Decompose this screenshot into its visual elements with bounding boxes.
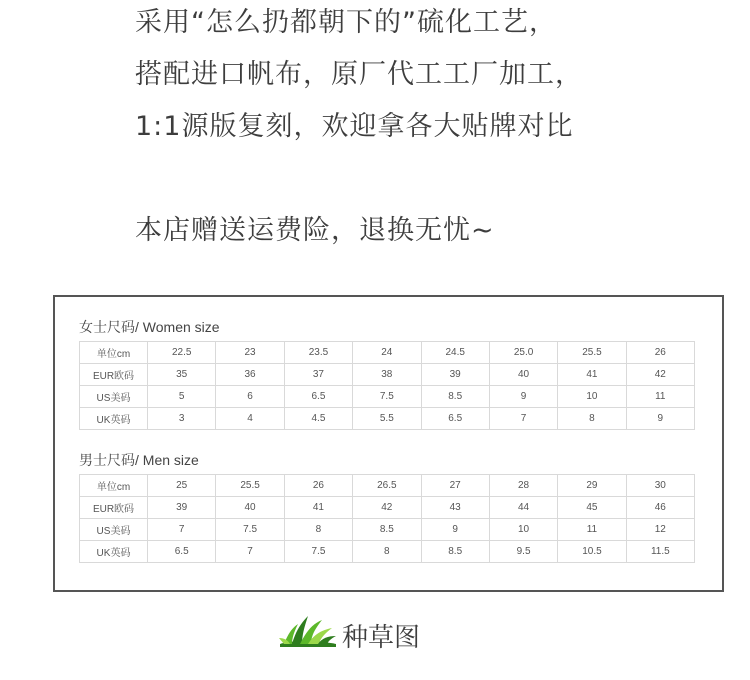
- table-cell: 5.5: [353, 408, 421, 430]
- table-cell: 8.5: [421, 541, 489, 563]
- table-cell: 38: [353, 364, 421, 386]
- table-cell: 40: [489, 364, 557, 386]
- table-cell: 42: [353, 497, 421, 519]
- intro-line-2: 搭配进口帆布，原厂代工工厂加工，: [135, 59, 583, 90]
- table-cell: 25.5: [216, 475, 284, 497]
- table-cell: 25: [148, 475, 216, 497]
- table-row: [80, 408, 695, 430]
- table-cell: 35: [148, 364, 216, 386]
- table-cell: 9: [489, 386, 557, 408]
- table-cell: 7: [489, 408, 557, 430]
- table-cell: 9: [421, 519, 489, 541]
- table-row: [80, 497, 695, 519]
- table-cell: 3: [148, 408, 216, 430]
- table-cell: 37: [284, 364, 352, 386]
- table-cell: 46: [626, 497, 694, 519]
- table-cell: 11: [626, 386, 694, 408]
- table-cell: 4.5: [284, 408, 352, 430]
- row-label: US美码: [80, 386, 148, 408]
- table-row: [80, 519, 695, 541]
- table-cell: 8: [353, 541, 421, 563]
- row-label: UK英码: [80, 408, 148, 430]
- table-cell: 6.5: [284, 386, 352, 408]
- table-row: [80, 386, 695, 408]
- footer-label: 种草图: [342, 623, 421, 653]
- table-cell: 26.5: [353, 475, 421, 497]
- table-cell: 41: [284, 497, 352, 519]
- table-cell: 7.5: [353, 386, 421, 408]
- table-cell: 45: [558, 497, 626, 519]
- table-cell: 12: [626, 519, 694, 541]
- row-label: 单位cm: [80, 475, 148, 497]
- table-cell: 26: [284, 475, 352, 497]
- table-cell: 6.5: [148, 541, 216, 563]
- size-chart-panel: [53, 295, 724, 592]
- table-cell: 8: [558, 408, 626, 430]
- table-cell: 8: [284, 519, 352, 541]
- table-cell: 25.0: [489, 342, 557, 364]
- table-cell: 23: [216, 342, 284, 364]
- table-cell: 6.5: [421, 408, 489, 430]
- table-cell: 7.5: [284, 541, 352, 563]
- table-cell: 24: [353, 342, 421, 364]
- table-cell: 44: [489, 497, 557, 519]
- women-size-table: [79, 341, 695, 430]
- table-cell: 28: [489, 475, 557, 497]
- row-label: EUR欧码: [80, 497, 148, 519]
- table-cell: 22.5: [148, 342, 216, 364]
- table-cell: 27: [421, 475, 489, 497]
- table-cell: 4: [216, 408, 284, 430]
- table-cell: 8.5: [421, 386, 489, 408]
- table-cell: 6: [216, 386, 284, 408]
- row-label: UK英码: [80, 541, 148, 563]
- men-size-title: 男士尺码/ Men size: [79, 452, 199, 468]
- table-cell: 7: [148, 519, 216, 541]
- table-cell: 36: [216, 364, 284, 386]
- table-cell: 9: [626, 408, 694, 430]
- row-label: EUR欧码: [80, 364, 148, 386]
- intro-line-4: 本店赠送运费险，退换无忧~: [135, 215, 495, 246]
- table-cell: 23.5: [284, 342, 352, 364]
- table-cell: 7.5: [216, 519, 284, 541]
- table-cell: 25.5: [558, 342, 626, 364]
- table-cell: 10: [558, 386, 626, 408]
- men-size-table: [79, 474, 695, 563]
- table-row: [80, 364, 695, 386]
- table-cell: 26: [626, 342, 694, 364]
- table-cell: 10.5: [558, 541, 626, 563]
- table-cell: 11: [558, 519, 626, 541]
- grass-icon: [278, 612, 338, 648]
- table-cell: 29: [558, 475, 626, 497]
- table-cell: 8.5: [353, 519, 421, 541]
- table-cell: 41: [558, 364, 626, 386]
- table-row: [80, 475, 695, 497]
- women-size-title: 女士尺码/ Women size: [79, 319, 220, 335]
- table-row: [80, 541, 695, 563]
- row-label: 单位cm: [80, 342, 148, 364]
- row-label: US美码: [80, 519, 148, 541]
- table-cell: 5: [148, 386, 216, 408]
- table-cell: 42: [626, 364, 694, 386]
- table-cell: 11.5: [626, 541, 694, 563]
- table-cell: 24.5: [421, 342, 489, 364]
- table-row: [80, 342, 695, 364]
- table-cell: 39: [421, 364, 489, 386]
- intro-line-1: 采用“怎么扔都朝下的”硫化工艺，: [135, 7, 557, 38]
- table-cell: 39: [148, 497, 216, 519]
- table-cell: 43: [421, 497, 489, 519]
- table-cell: 9.5: [489, 541, 557, 563]
- table-cell: 7: [216, 541, 284, 563]
- intro-line-3: 1:1源版复刻，欢迎拿各大贴牌对比: [135, 111, 574, 142]
- table-cell: 30: [626, 475, 694, 497]
- table-cell: 40: [216, 497, 284, 519]
- table-cell: 10: [489, 519, 557, 541]
